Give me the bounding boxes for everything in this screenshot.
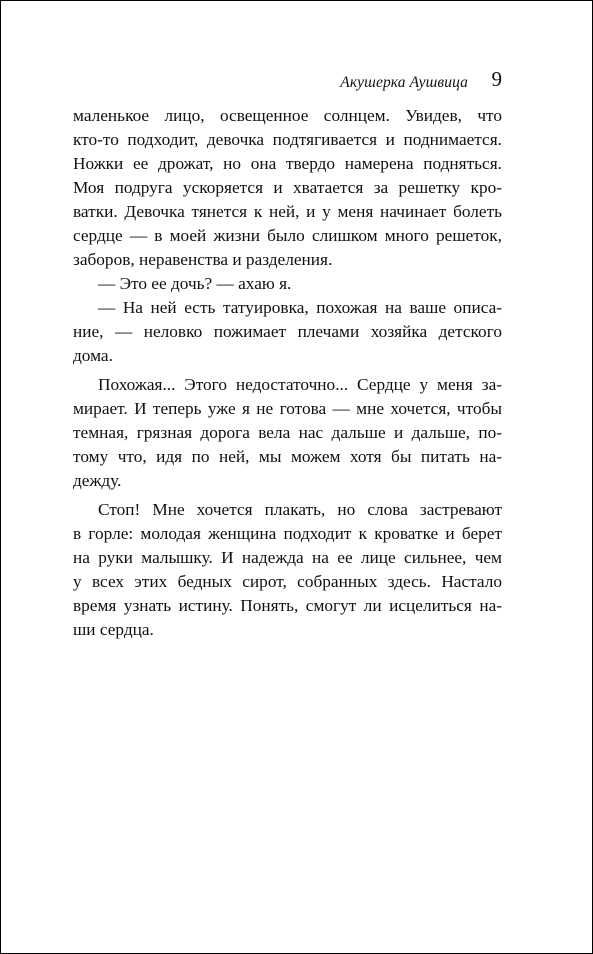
text-line: ши сердца. [73, 620, 154, 639]
paragraph [73, 104, 502, 272]
running-title: Акушерка Аушвица [340, 74, 468, 91]
text-line: маленькое лицо, освещенное солнцем. Увидев, что [73, 106, 502, 125]
text-line: Похожая... Этого недостаточно... Сердце у меня за- [98, 375, 502, 394]
text-line: Моя подруга ускоряется и хватается за решетку кро- [73, 178, 502, 197]
running-header [73, 65, 502, 95]
text-line: мирает. И теперь уже я не готова — мне хочется, чтобы [73, 399, 502, 418]
text-line: — На ней есть татуировка, похожая на ваше описа- [98, 298, 502, 317]
paragraph [73, 296, 502, 368]
text-line: на руки малышку. И надежда на ее лице сильнее, чем [73, 548, 502, 567]
text-line: темная, грязная дорога вела нас дальше и дальше, по- [73, 423, 502, 442]
text-line: — Это ее дочь? — ахаю я. [98, 274, 292, 293]
text-line: ние, — неловко пожимает плечами хозяйка детского [73, 322, 502, 341]
text-line: тому что, идя по ней, мы можем хотя бы питать на- [73, 447, 502, 466]
paragraph [73, 272, 502, 296]
text-line: Ножки ее дрожат, но она твердо намерена подняться. [73, 154, 502, 173]
paragraph [73, 373, 502, 493]
text-line: время узнать истину. Понять, смогут ли исцелиться на- [73, 596, 502, 615]
page-number: 9 [491, 67, 502, 91]
text-line: сердце — в моей жизни было слишком много решеток, [73, 226, 502, 245]
text-line: Стоп! Мне хочется плакать, но слова застревают [98, 500, 502, 519]
text-line: заборов, неравенства и разделения. [73, 250, 333, 269]
body-text [73, 104, 502, 642]
text-line: ватки. Девочка тянется к ней, и у меня начинает болеть [73, 202, 502, 221]
text-line: дома. [73, 346, 113, 365]
text-line: дежду. [73, 471, 122, 490]
text-line: у всех этих бедных сирот, собранных здесь. Настало [73, 572, 502, 591]
paragraph [73, 498, 502, 642]
text-line: кто-то подходит, девочка подтягивается и поднимается. [73, 130, 502, 149]
text-line: в горле: молодая женщина подходит к кроватке и берет [73, 524, 502, 543]
